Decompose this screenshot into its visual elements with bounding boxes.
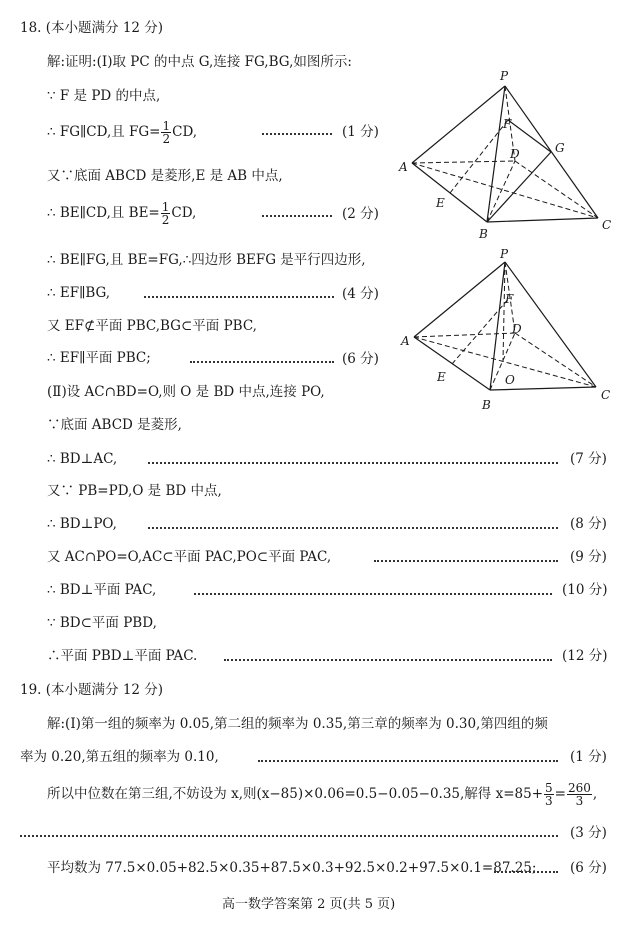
score-mark: (1 分)	[342, 124, 379, 140]
q18-line: 解:证明:(Ⅰ)取 PC 的中点 G,连接 FG,BG,如图所示:	[47, 54, 352, 70]
score-mark: (1 分)	[570, 749, 607, 765]
score-mark: (6 分)	[570, 860, 607, 876]
score-mark: (3 分)	[570, 825, 607, 841]
q18-line: ∴ BD⊥PO,	[47, 516, 117, 532]
dot-leader	[494, 869, 558, 873]
vertex-label: P	[500, 69, 509, 83]
score-mark: (2 分)	[342, 206, 379, 222]
vertex-label: P	[500, 247, 509, 261]
q18-line: ∴ EF∥BG,	[47, 285, 111, 301]
be-text-end: CD,	[171, 205, 197, 221]
q19-line: 解:(Ⅰ)第一组的频率为 0.05,第二组的频率为 0.35,第三章的频率为 0.30,第四组的频	[47, 716, 548, 732]
median-text-end: ,	[592, 786, 598, 802]
edge-BC	[490, 387, 596, 390]
be-text: ∴ BE∥CD,且 BE=	[47, 205, 160, 221]
vertex-label: C	[602, 218, 612, 232]
edge-AD	[414, 333, 515, 337]
vertex-label: E	[437, 370, 446, 384]
edge-PB	[490, 262, 505, 390]
vertex-label: C	[601, 388, 611, 402]
vertex-label: F	[505, 292, 514, 306]
q18-line: ∵ BD⊂平面 PBD,	[47, 615, 157, 631]
q19-line: 平均数为 77.5×0.05+82.5×0.35+87.5×0.3+92.5×0.2+97.5×0.1=87.25;	[47, 860, 537, 876]
q18-line: ∴ BE∥FG,且 BE=FG,∴四边形 BEFG 是平行四边形,	[47, 252, 366, 268]
vertex-label: E	[436, 196, 445, 210]
fraction-260-thirds: $\frac{260}{3}$	[567, 781, 591, 808]
page-footer: 高一数学答案第 2 页(共 5 页)	[222, 897, 396, 912]
vertex-label: F	[503, 117, 512, 131]
q18-line: ∴ BD⊥平面 PAC,	[47, 582, 157, 598]
q19-median-line	[47, 782, 597, 807]
median-text: 所以中位数在第三组,不妨设为 x,则(x−85)×0.06=0.5−0.05−0.35,解得 x=85+	[47, 786, 544, 802]
vertex-label: D	[512, 322, 522, 336]
score-mark: (10 分)	[562, 582, 608, 598]
score-mark: (6 分)	[342, 351, 379, 367]
score-mark: (9 分)	[570, 549, 607, 565]
vertex-label: A	[399, 160, 408, 174]
q18-line: ∵ F 是 PD 的中点,	[47, 88, 161, 104]
equals-sign: =	[554, 786, 566, 802]
vertex-label: O	[505, 373, 515, 387]
score-mark: (8 分)	[570, 516, 607, 532]
q18-line: 又 EF⊄平面 PBC,BG⊂平面 PBC,	[47, 318, 257, 334]
vertex-label: A	[401, 334, 410, 348]
vertex-label: B	[482, 398, 491, 412]
q19-heading: 19. (本小题满分 12 分)	[20, 682, 164, 698]
q18-heading: 18. (本小题满分 12 分)	[20, 20, 164, 36]
vertex-label: B	[479, 227, 488, 241]
fraction-half: $\frac{1}{2}$	[162, 119, 171, 146]
score-mark: (4 分)	[342, 286, 379, 302]
score-mark: (12 分)	[562, 648, 608, 664]
q18-line: 又 AC∩PO=O,AC⊂平面 PAC,PO⊂平面 PAC,	[47, 549, 332, 565]
segment-EF	[452, 297, 510, 364]
q18-line: ∵底面 ABCD 是菱形,	[47, 417, 182, 433]
q18-line: 又∵ PB=PD,O 是 BD 中点,	[47, 483, 222, 499]
dot-leader	[258, 758, 558, 762]
score-mark: (7 分)	[570, 451, 607, 467]
vertex-label: D	[510, 147, 520, 161]
dot-leader	[20, 833, 558, 837]
fraction-five-thirds: $\frac{5}{3}$	[545, 781, 553, 808]
q18-line: (Ⅱ)设 AC∩BD=O,则 O 是 BD 中点,连接 PO,	[47, 384, 325, 400]
fg-text-end: CD,	[172, 124, 198, 140]
q18-line: 又∵底面 ABCD 是菱形,E 是 AB 中点,	[47, 168, 283, 184]
q19-line: 率为 0.20,第五组的频率为 0.10,	[20, 749, 219, 765]
q18-line: ∴平面 PBD⊥平面 PAC.	[47, 648, 198, 664]
vertex-label: G	[555, 141, 565, 155]
q18-line: ∴ BD⊥AC,	[47, 451, 118, 467]
q18-line: ∴ EF∥平面 PBC;	[47, 350, 151, 366]
edge-DC	[515, 333, 596, 387]
fg-text: ∴ FG∥CD,且 FG=	[47, 124, 161, 140]
fraction-half: $\frac{1}{2}$	[161, 200, 170, 227]
edge-PA	[414, 262, 505, 337]
